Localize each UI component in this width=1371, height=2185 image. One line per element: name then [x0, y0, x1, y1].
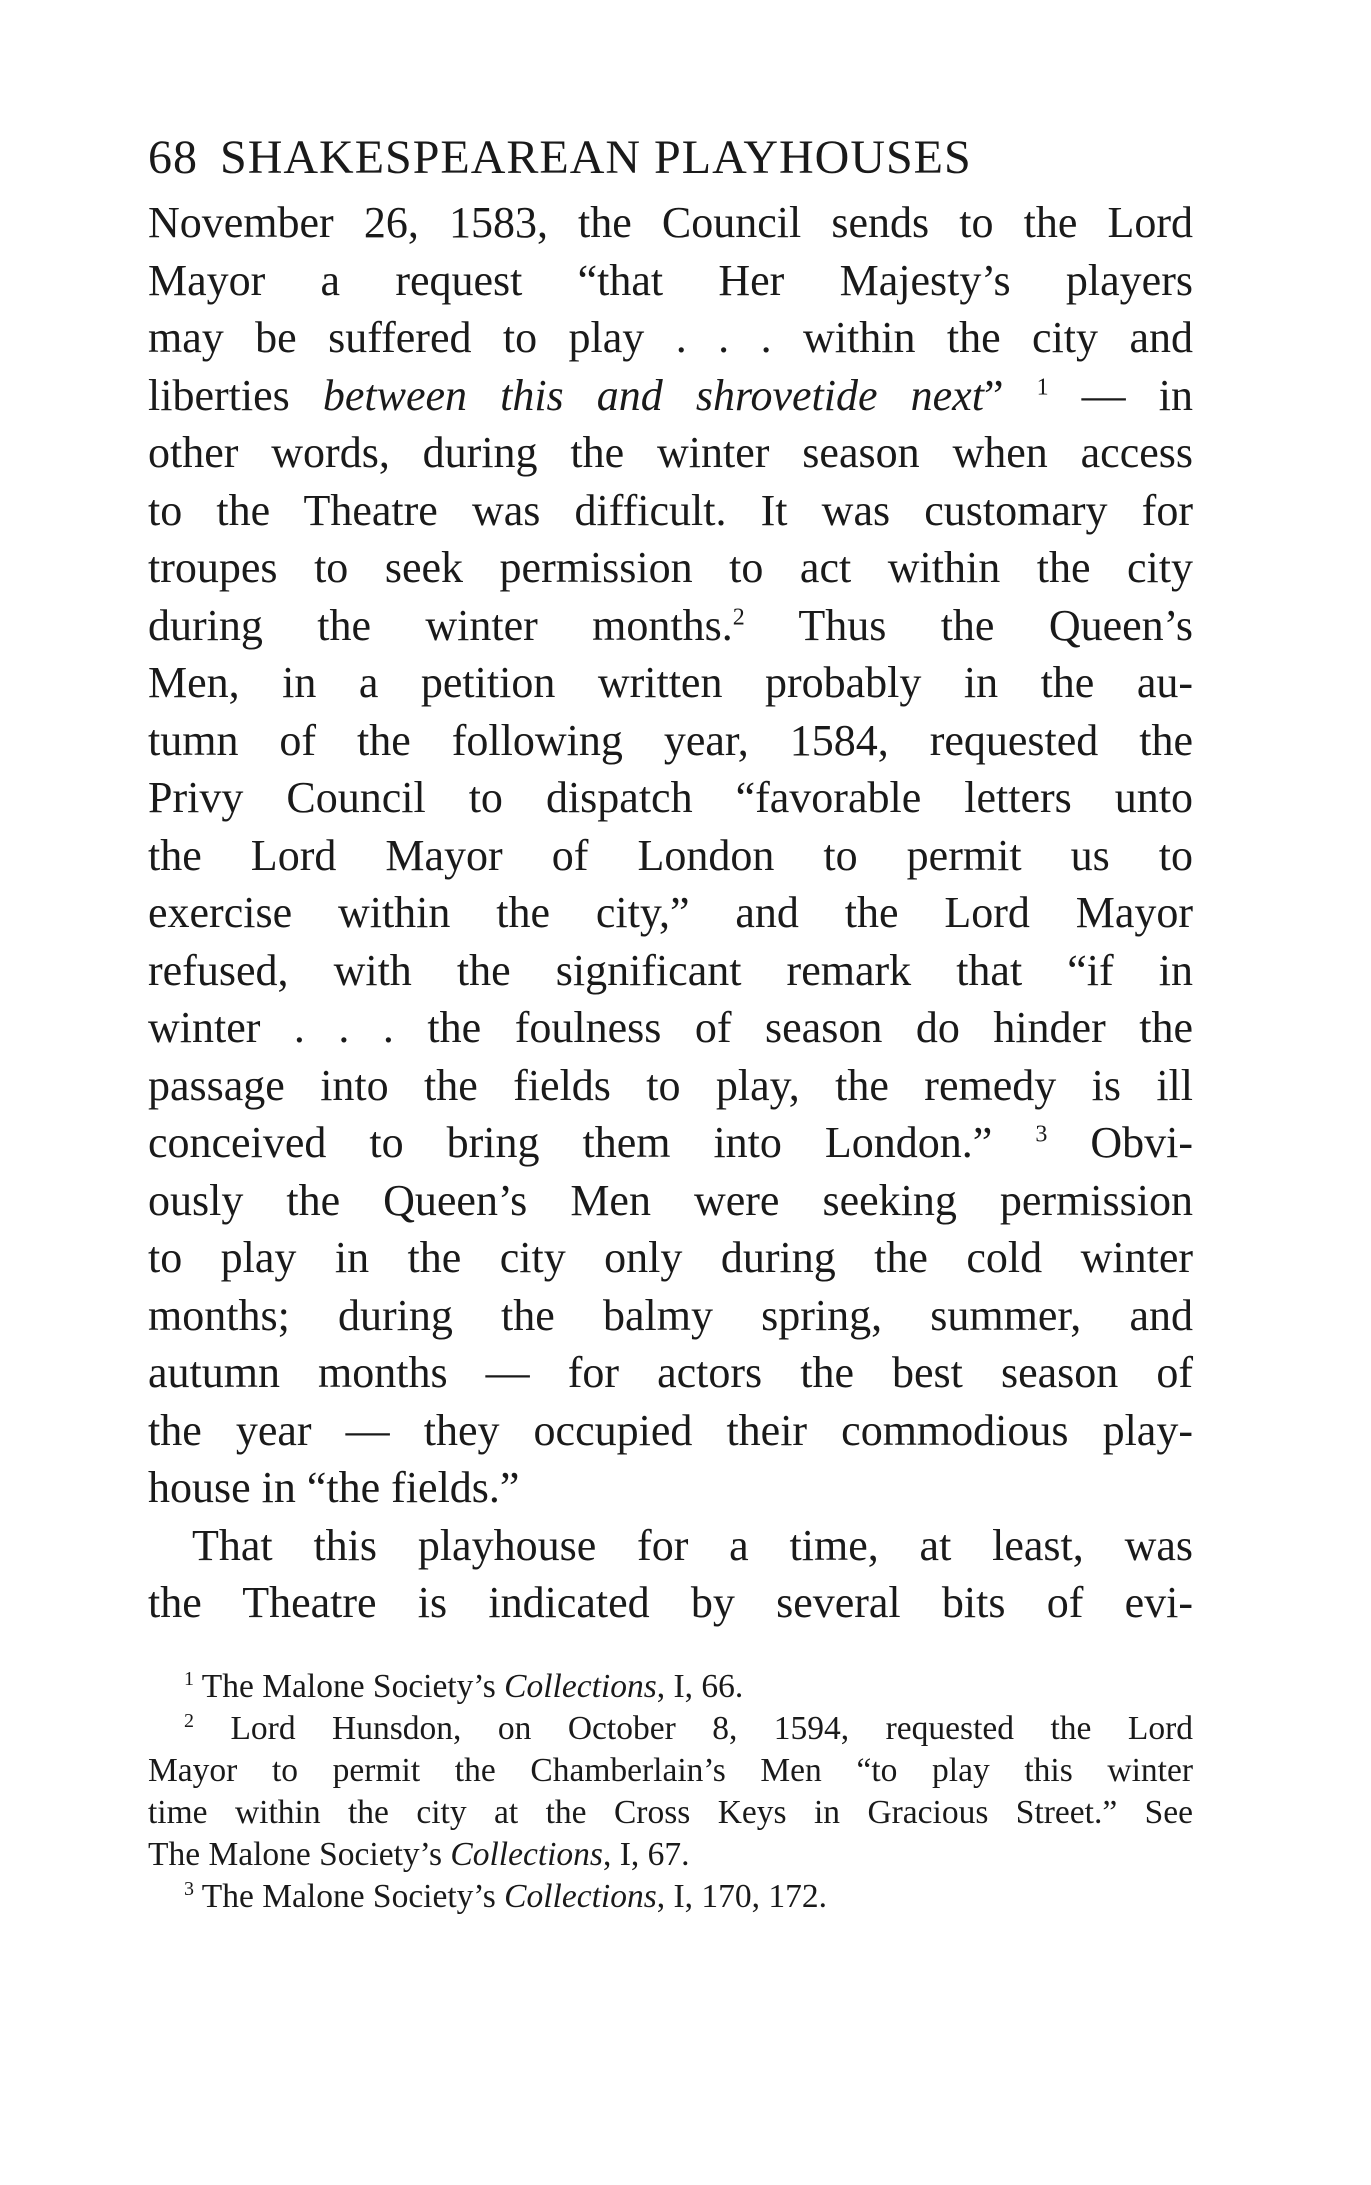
text-line: house in “the fields.” [148, 1463, 520, 1512]
body-text [148, 194, 1193, 1632]
footnote-2-line [148, 1834, 1193, 1876]
footnote-ref: 1 [1036, 373, 1049, 400]
text-line: exercise within the city,” and the Lord Mayor [148, 888, 1193, 937]
text-segment: conceived to bring them into London.” [148, 1118, 1036, 1167]
text-line: That this playhouse for a time, at least, was [192, 1520, 1193, 1570]
text-line: Privy Council to dispatch “favorable letters unto [148, 773, 1193, 822]
footnote-3 [148, 1876, 1193, 1918]
text-segment: , I, 66. [656, 1667, 744, 1705]
running-head [148, 128, 1193, 188]
text-segment: — in [1048, 370, 1194, 420]
text-line: the Theatre is indicated by several bits of evi- [148, 1578, 1193, 1627]
italic-title: Collections [504, 1667, 657, 1705]
footnote-2-line: Mayor to permit the Chamberlain’s Men “to play this winter [148, 1751, 1193, 1789]
book-page [148, 128, 1193, 1918]
text-line: autumn months — for actors the best season of [148, 1348, 1193, 1397]
text-line [148, 597, 1193, 655]
text-line: November 26, 1583, the Council sends to the Lord [148, 198, 1193, 247]
text-line: other words, during the winter season when access [148, 428, 1193, 477]
footnote-marker: 3 [184, 1877, 194, 1900]
text-line: the Lord Mayor of London to permit us to [148, 830, 1193, 880]
text-segment: The Malone Society’s [194, 1877, 505, 1915]
text-segment: , I, 67. [602, 1835, 690, 1873]
text-segment: The Malone Society’s [194, 1667, 505, 1705]
page-number: 68 [148, 131, 198, 184]
text-line: passage into the fields to play, the remedy is ill [148, 1060, 1193, 1110]
text-line: ously the Queen’s Men were seeking permission [148, 1175, 1193, 1225]
text-segment: Thus the Queen’s [744, 600, 1193, 650]
text-line: troupes to seek permission to act within the city [148, 543, 1193, 592]
text-line [148, 1114, 1193, 1172]
text-line: refused, with the significant remark that “if in [148, 945, 1193, 995]
text-line: to play in the city only during the cold winter [148, 1233, 1193, 1282]
italic-title: Collections [450, 1835, 603, 1873]
text-segment: , I, 170, 172. [656, 1877, 828, 1915]
text-line: Men, in a petition written probably in the au- [148, 658, 1193, 707]
text-line: to the Theatre was difficult. It was customary for [148, 485, 1193, 535]
footnote-ref: 2 [732, 603, 745, 630]
text-segment: Lord Hunsdon, on October 8, 1594, requested the Lord [194, 1709, 1193, 1747]
text-line: Mayor a request “that Her Majesty’s players [148, 255, 1193, 305]
text-line: tumn of the following year, 1584, requested the [148, 715, 1193, 765]
footnote-marker: 2 [184, 1709, 194, 1732]
italic-title: Collections [504, 1877, 657, 1915]
text-line: may be suffered to play . . . within the city and [148, 313, 1193, 362]
footnote-marker: 1 [184, 1667, 194, 1690]
text-line: the year — they occupied their commodious play- [148, 1405, 1193, 1455]
footnote-2 [148, 1708, 1193, 1750]
text-segment: ” [983, 370, 1037, 420]
text-line: winter . . . the foulness of season do hinder the [148, 1003, 1193, 1052]
footnote-1 [148, 1666, 1193, 1708]
footnote-ref: 3 [1035, 1121, 1048, 1148]
text-segment: liberties [148, 370, 323, 420]
text-segment: Obvi- [1047, 1118, 1194, 1167]
italic-quote: between this and shrovetide next [322, 370, 984, 420]
text-line [148, 367, 1193, 425]
footnotes [148, 1666, 1193, 1918]
text-segment: during the winter months. [148, 600, 733, 650]
running-title: SHAKESPEAREAN PLAYHOUSES [220, 131, 972, 184]
footnote-2-line: time within the city at the Cross Keys in Gracious Street.” See [148, 1793, 1193, 1831]
text-line: months; during the balmy spring, summer, and [148, 1290, 1193, 1340]
text-segment: The Malone Society’s [148, 1835, 451, 1873]
